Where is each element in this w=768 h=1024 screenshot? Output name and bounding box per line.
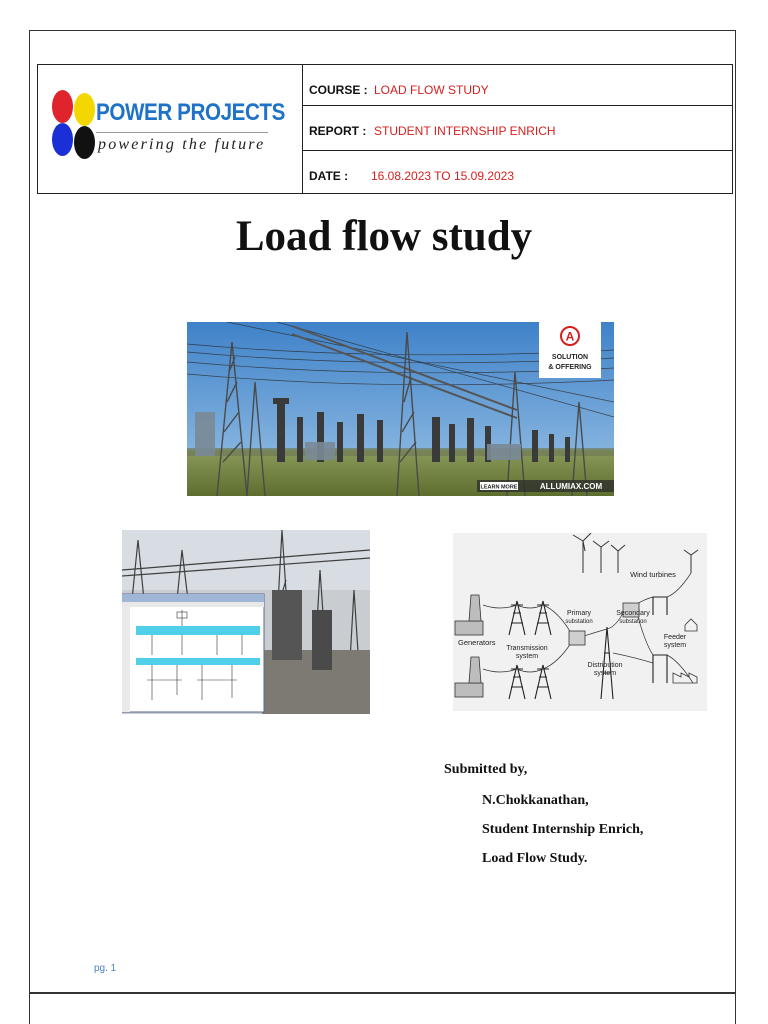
logo-dots-icon	[51, 89, 97, 159]
date-label: DATE :	[309, 169, 349, 183]
software-substation-image	[122, 530, 370, 714]
brand-tagline: powering the future	[98, 136, 266, 153]
power-grid-diagram	[453, 533, 707, 711]
brand-rule	[96, 132, 268, 133]
badge-letter: A	[565, 329, 575, 344]
submitted-by-heading: Submitted by,	[444, 762, 528, 777]
logo-dot-black	[74, 126, 95, 159]
grid-diagram-illustration	[453, 533, 707, 711]
badge-line-2: & OFFERING	[548, 364, 592, 371]
label-primary-2: substation	[565, 619, 593, 625]
header-table	[37, 64, 733, 194]
label-feeder-1: Feeder	[663, 634, 687, 641]
label-secondary-1: Secondary	[616, 610, 650, 617]
page-title: Load flow study	[235, 213, 533, 260]
brand-name: POWER PROJECTS	[96, 99, 285, 126]
course-label: COURSE :	[309, 83, 368, 97]
logo-dot-red	[52, 90, 73, 123]
learn-more-button: LEARN MORE	[480, 484, 518, 491]
logo-dot-blue	[52, 123, 73, 156]
label-generators: Generators	[458, 638, 496, 647]
software-photo-illustration	[122, 530, 370, 714]
label-distribution-2: system	[593, 670, 617, 677]
report-label: REPORT :	[309, 124, 367, 138]
date-row	[303, 151, 732, 193]
page-number: pg. 1	[94, 963, 117, 974]
label-wind-turbines: Wind turbines	[630, 570, 676, 579]
date-value: 16.08.2023 TO 15.09.2023	[371, 169, 515, 183]
banner-brand: ALLUMIAX.COM	[539, 482, 603, 491]
report-row	[303, 106, 732, 151]
label-secondary-2: substation	[619, 619, 647, 625]
course-row	[303, 65, 732, 106]
submitter-program: Student Internship Enrich,	[482, 822, 644, 837]
logo-dot-yellow	[74, 93, 95, 126]
course-value: LOAD FLOW STUDY	[374, 83, 489, 97]
report-value: STUDENT INTERNSHIP ENRICH	[374, 124, 556, 138]
label-distribution-1: Distribution	[587, 662, 623, 669]
label-feeder-2: system	[663, 642, 687, 649]
label-transmission-2: system	[515, 653, 539, 660]
submitter-topic: Load Flow Study.	[482, 851, 588, 866]
label-primary-1: Primary	[566, 610, 592, 617]
substation-photo-illustration	[187, 322, 614, 496]
page-border-bottom	[29, 993, 736, 1024]
submitter-name: N.Chokkanathan,	[482, 793, 589, 808]
badge-line-1: SOLUTION	[551, 354, 589, 361]
company-logo	[38, 65, 303, 193]
substation-banner-image	[187, 322, 614, 496]
label-transmission-1: Transmission	[506, 645, 548, 652]
